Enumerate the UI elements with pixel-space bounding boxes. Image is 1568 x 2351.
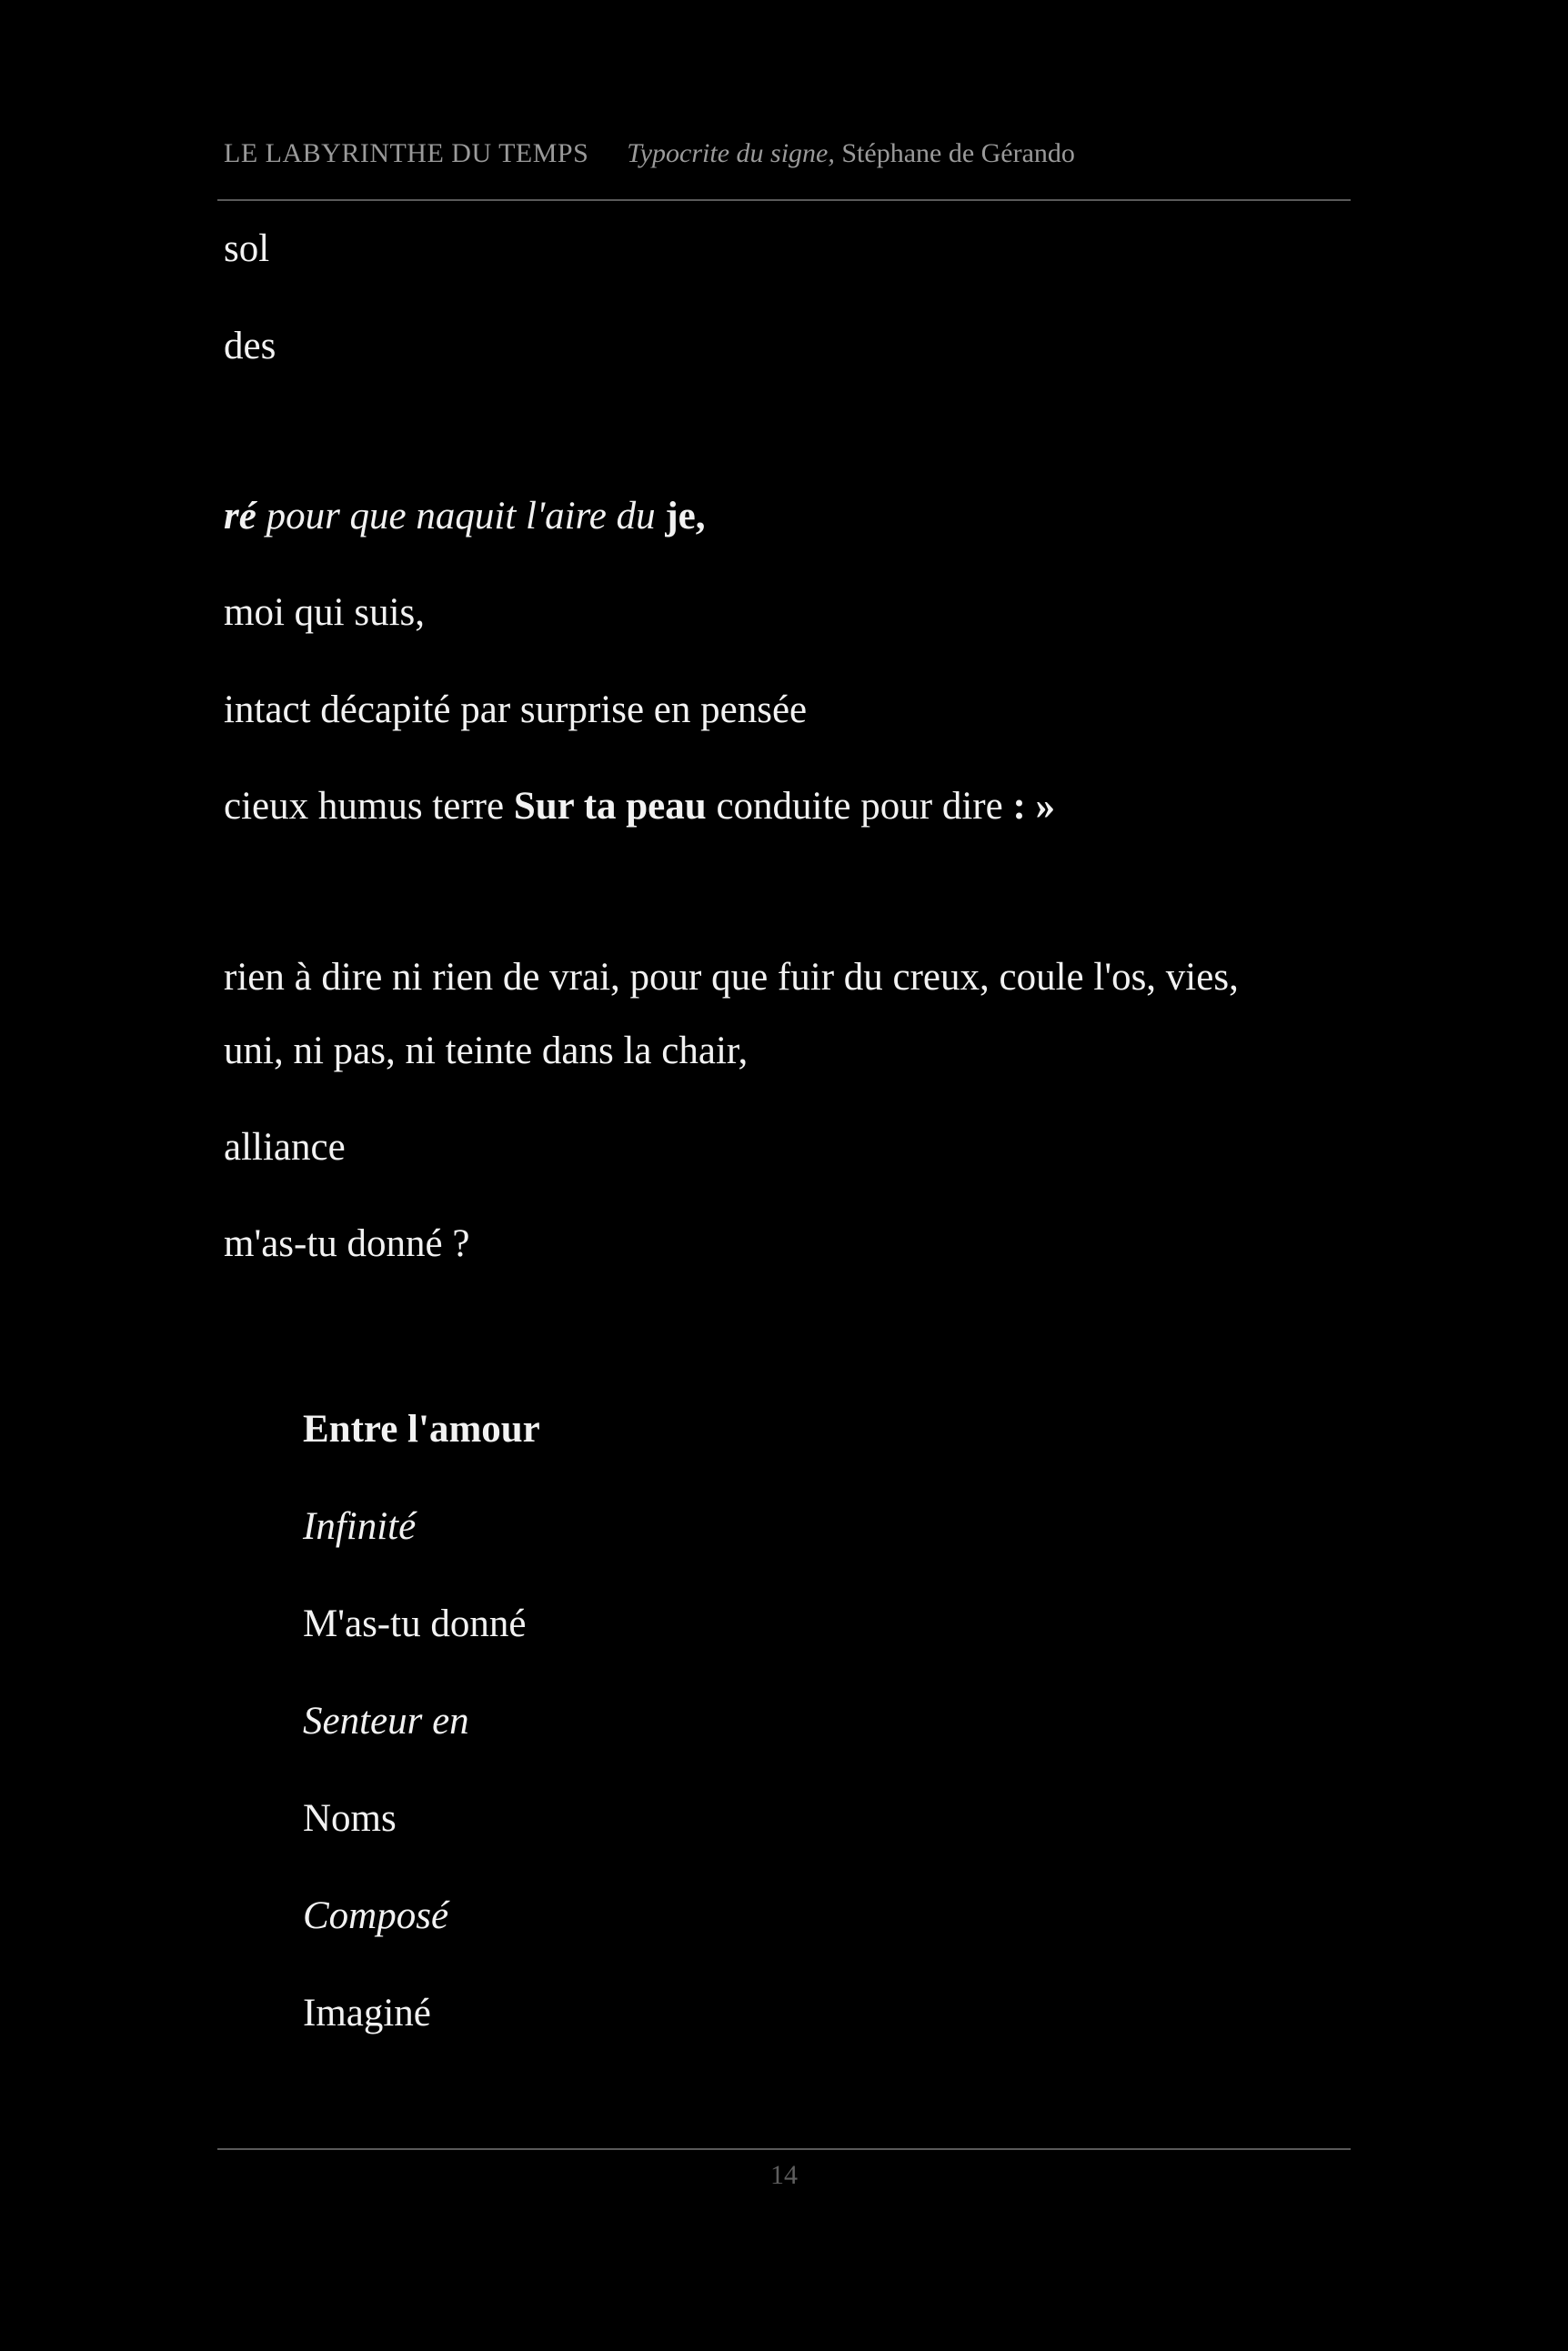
stanza-line-infinite: Infinité (303, 1505, 417, 1548)
cieux-text: cieux humus terre (224, 785, 514, 828)
poem-line-alliance: alliance (224, 1126, 346, 1169)
header-rule (217, 199, 1351, 201)
poem-line-des: des (224, 325, 276, 367)
stanza-line-senteur: Senteur en (303, 1700, 469, 1743)
poem-line-rien: rien à dire ni rien de vrai, pour que fuir du creux, coule l'os, vies, (224, 956, 1239, 999)
stanza-line-imagine: Imaginé (303, 1992, 431, 2035)
stanza-line-noms: Noms (303, 1797, 397, 1840)
running-title: LE LABYRINTHE DU TEMPS (224, 138, 589, 168)
poem-line-intact: intact décapité par surprise en pensée (224, 688, 808, 731)
conduite-text: conduite pour dire (706, 785, 1013, 828)
re-italic-phrase: pour que naquit l'aire du (256, 495, 666, 538)
poem-line-re (224, 497, 706, 536)
stanza-line-compose: Composé (303, 1894, 449, 1937)
footer-rule (217, 2148, 1351, 2150)
poem-line-moi: moi qui suis, (224, 591, 426, 634)
stanza-line-entre: Entre l'amour (303, 1408, 540, 1451)
page-number: 14 (770, 2160, 798, 2190)
stanza-line-mas-tu: M'as-tu donné (303, 1602, 527, 1645)
author-name: Stéphane de Gérando (841, 138, 1075, 168)
running-header (224, 138, 1352, 169)
poem-line-mas-tu: m'as-tu donné ? (224, 1222, 470, 1265)
poem-line-sol: sol (224, 227, 270, 270)
je-bold: je, (665, 495, 706, 538)
sur-ta-peau-bold: Sur ta peau (513, 785, 707, 828)
colon-guillemet-bold: : » (1012, 785, 1056, 828)
poem-line-uni: uni, ni pas, ni teinte dans la chair, (224, 1030, 749, 1072)
re-bold-italic: ré (224, 495, 256, 538)
poem-line-cieux (224, 787, 1055, 826)
book-title: Typocrite du signe, (627, 138, 835, 168)
